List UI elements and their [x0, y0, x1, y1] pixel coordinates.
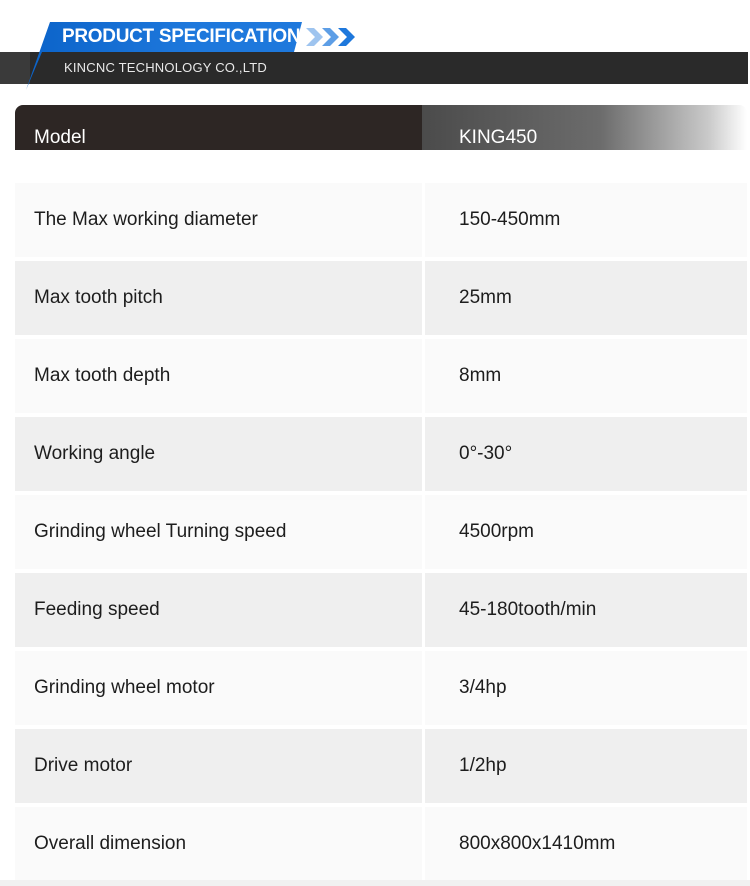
row-value: 8mm [425, 339, 747, 413]
spec-table [15, 105, 747, 885]
row-label: Overall dimension [15, 807, 422, 881]
banner-title: PRODUCT SPECIFICATION [62, 26, 301, 47]
header-cell-value [422, 105, 747, 150]
table-spacer [15, 150, 747, 183]
row-value: 4500rpm [425, 495, 747, 569]
table-row [15, 651, 747, 725]
row-value: 1/2hp [425, 729, 747, 803]
table-row [15, 261, 747, 335]
row-value: 45-180tooth/min [425, 573, 747, 647]
bottom-divider [0, 880, 750, 886]
table-header-row [15, 105, 747, 150]
table-row [15, 807, 747, 881]
header-label: Model [34, 127, 86, 148]
header-value: KING450 [459, 127, 538, 148]
row-value: 800x800x1410mm [425, 807, 747, 881]
spec-banner [0, 0, 750, 100]
table-row [15, 495, 747, 569]
banner-bar-edge [0, 52, 30, 84]
row-value: 0°-30° [425, 417, 747, 491]
table-row [15, 729, 747, 803]
row-value: 3/4hp [425, 651, 747, 725]
row-label: Drive motor [15, 729, 422, 803]
row-label: Feeding speed [15, 573, 422, 647]
table-row [15, 573, 747, 647]
row-label: Working angle [15, 417, 422, 491]
row-label: Grinding wheel motor [15, 651, 422, 725]
table-row [15, 417, 747, 491]
triple-chevron-right-icon [306, 26, 366, 48]
banner-company: KINCNC TECHNOLOGY CO.,LTD [64, 60, 267, 75]
table-row [15, 183, 747, 257]
row-value: 25mm [425, 261, 747, 335]
header-cell-label [15, 105, 422, 150]
row-label: The Max working diameter [15, 183, 422, 257]
row-value: 150-450mm [425, 183, 747, 257]
table-row [15, 339, 747, 413]
row-label: Grinding wheel Turning speed [15, 495, 422, 569]
row-label: Max tooth depth [15, 339, 422, 413]
row-label: Max tooth pitch [15, 261, 422, 335]
